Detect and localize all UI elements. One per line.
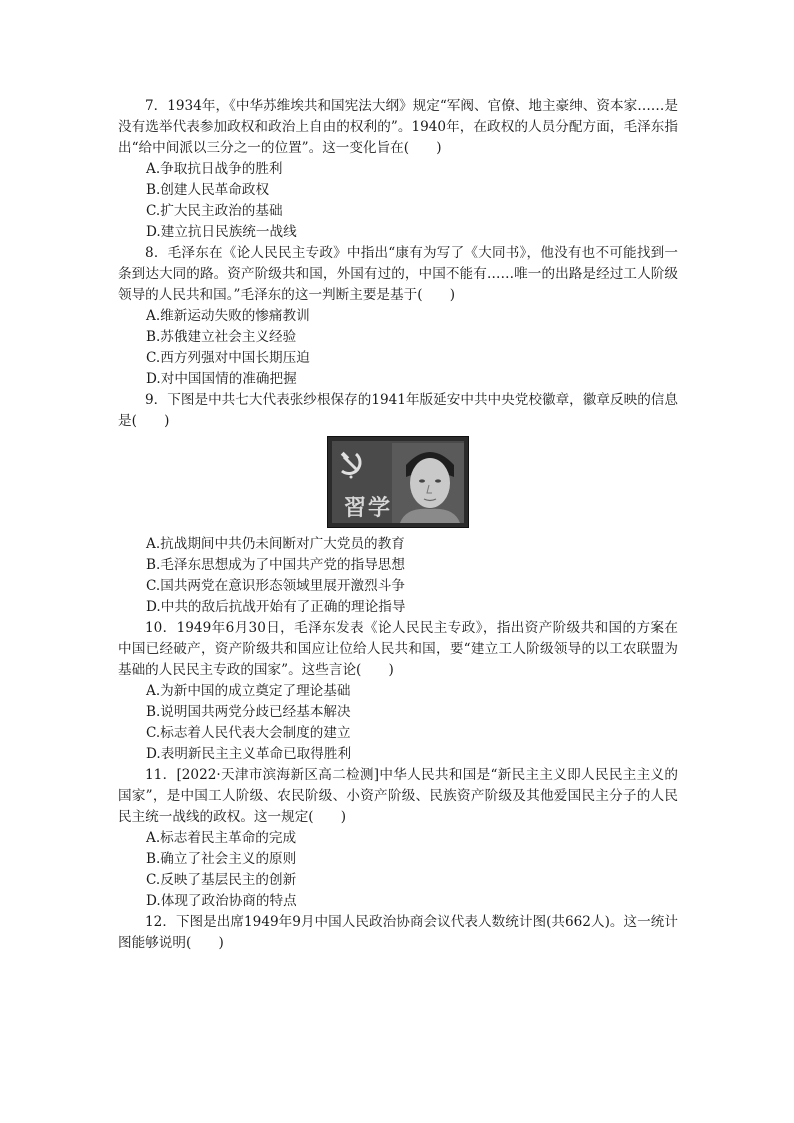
question-stem: 12．下图是出席1949年9月中国人民政治协商会议代表人数统计图(共662人)。这一统计图能够说明( ) [118, 914, 678, 951]
question-12 [118, 912, 678, 954]
question-9 [118, 390, 678, 618]
question-7 [118, 96, 678, 243]
option-a: A.为新中国的成立奠定了理论基础 [146, 683, 351, 699]
option-d: D.体现了政治协商的特点 [146, 893, 297, 909]
question-list [118, 96, 678, 954]
option-d: D.表明新民主主义革命已取得胜利 [146, 746, 352, 762]
question-11 [118, 765, 678, 912]
option-d: D.建立抗日民族统一战线 [146, 224, 297, 240]
option-a: A.维新运动失败的惨痛教训 [146, 308, 310, 324]
question-10 [118, 618, 678, 765]
option-a: A.抗战期间中共仍未间断对广大党员的教育 [146, 536, 405, 552]
option-d: D.对中国国情的准确把握 [146, 371, 297, 387]
badge-figure [118, 436, 678, 528]
option-c: C.标志着人民代表大会制度的建立 [146, 725, 351, 741]
option-c: C.西方列强对中国长期压迫 [146, 350, 310, 366]
question-stem: 11．[2022·天津市滨海新区高二检测]中华人民共和国是“新民主主义即人民民主主义的国家”，是中国工人阶级、农民阶级、小资产阶级、民族资产阶级及其他爱国民主分子的人民民主统一战线的政权。这一规定( ) [118, 767, 678, 825]
question-8 [118, 243, 678, 390]
option-b: B.苏俄建立社会主义经验 [146, 329, 297, 345]
question-stem: 8．毛泽东在《论人民民主专政》中指出“康有为写了《大同书》，他没有也不可能找到一条到达大同的路。资产阶级共和国，外国有过的，中国不能有……唯一的出路是经过工人阶级领导的人民共和国。”毛泽东的这一判断主要是基于( ) [118, 245, 678, 303]
badge-inscription: 習学 [344, 496, 393, 521]
option-a: A.争取抗日战争的胜利 [146, 161, 283, 177]
portrait-image [392, 443, 464, 523]
option-b: B.说明国共两党分歧已经基本解决 [146, 704, 351, 720]
option-b: B.确立了社会主义的原则 [146, 851, 297, 867]
option-a: A.标志着民主革命的完成 [146, 830, 297, 846]
option-b: B.毛泽东思想成为了中国共产党的指导思想 [146, 557, 405, 573]
option-b: B.创建人民革命政权 [146, 182, 270, 198]
option-c: C.反映了基层民主的创新 [146, 872, 297, 888]
question-stem: 10．1949年6月30日，毛泽东发表《论人民民主专政》，指出资产阶级共和国的方案在中国已经破产，资产阶级共和国应让位给人民共和国，要“建立工人阶级领导的以工农联盟为基础的人民民主专政的国家”。这些言论( ) [118, 620, 678, 678]
option-c: C.扩大民主政治的基础 [146, 203, 283, 219]
party-school-badge-image [327, 436, 469, 528]
question-stem: 7．1934年，《中华苏维埃共和国宪法大纲》规定“军阀、官僚、地主豪绅、资本家……是没有选举代表参加政权和政治上自由的权利的”。1940年，在政权的人员分配方面，毛泽东指出“给中间派以三分之一的位置”。这一变化旨在( ) [118, 98, 678, 156]
question-stem: 9．下图是中共七大代表张纱根保存的1941年版延安中共中央党校徽章，徽章反映的信息是( ) [118, 392, 678, 429]
option-d: D.中共的敌后抗战开始有了正确的理论指导 [146, 599, 406, 615]
option-c: C.国共两党在意识形态领域里展开激烈斗争 [146, 578, 405, 594]
hammer-sickle-icon [336, 449, 366, 479]
